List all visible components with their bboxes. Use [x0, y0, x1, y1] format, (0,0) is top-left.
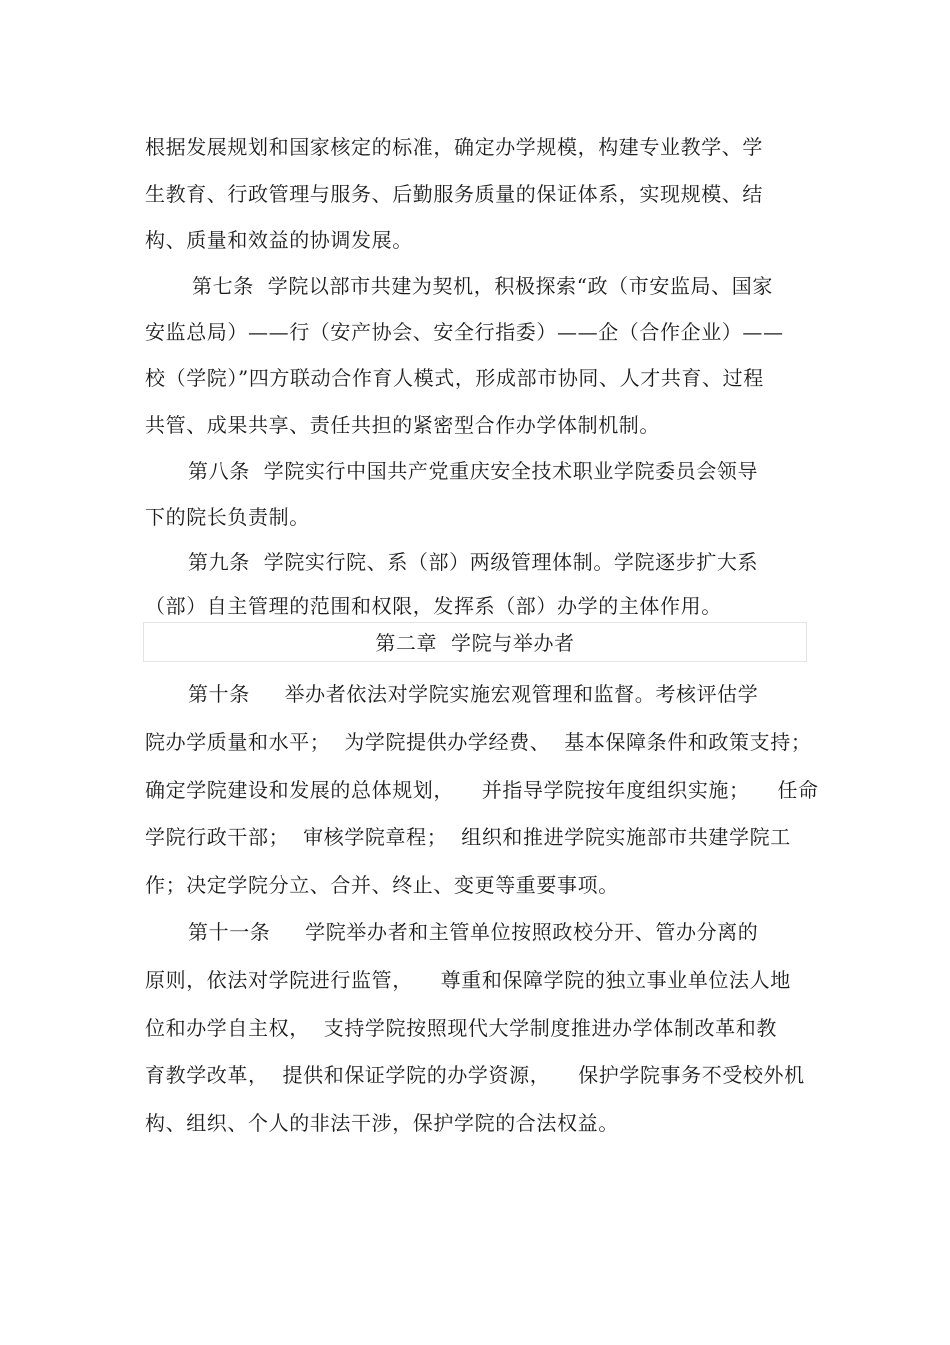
text-line: 院办学质量和水平； 为学院提供办学经费、 基本保障条件和政策支持； [145, 730, 812, 754]
text-line: 位和办学自主权， 支持学院按照现代大学制度推进办学体制改革和教 [145, 1016, 777, 1040]
text-line: 学院行政干部； 审核学院章程； 组织和推进学院实施部市共建学院工 [145, 825, 791, 849]
article-9-line: 第九条 学院实行院、系（部）两级管理体制。学院逐步扩大系 [188, 550, 759, 574]
article-10-line: 第十条 举办者依法对学院实施宏观管理和监督。考核评估学 [188, 682, 759, 706]
text-line: 校（学院）”四方联动合作育人模式，形成部市协同、人才共育、过程 [145, 366, 764, 390]
text-line: 原则，依法对学院进行监管， 尊重和保障学院的独立事业单位法人地 [145, 968, 791, 992]
text-line: 构、质量和效益的协调发展。 [145, 228, 413, 252]
text-line: 共管、成果共享、责任共担的紧密型合作办学体制机制。 [145, 413, 660, 437]
text-line: （部）自主管理的范围和权限，发挥系（部）办学的主体作用。 [145, 594, 722, 618]
chapter-heading-box [143, 622, 807, 662]
article-11-line: 第十一条 学院举办者和主管单位按照政校分开、管办分离的 [188, 920, 759, 944]
text-line: 根据发展规划和国家核定的标准，确定办学规模，构建专业教学、学 [145, 135, 763, 159]
article-7-line: 第七条 学院以部市共建为契机，积极探索“政（市安监局、国家 [192, 274, 773, 298]
article-8-line: 第八条 学院实行中国共产党重庆安全技术职业学院委员会领导 [188, 459, 759, 483]
text-line: 作；决定学院分立、合并、终止、变更等重要事项。 [145, 873, 619, 897]
text-line: 安监总局）——行（安产协会、安全行指委）——企（合作企业）—— [145, 320, 784, 344]
text-line: 育教学改革， 提供和保证学院的办学资源， 保护学院事务不受校外机 [145, 1063, 805, 1087]
text-line: 下的院长负责制。 [145, 505, 310, 529]
text-line: 生教育、行政管理与服务、后勤服务质量的保证体系，实现规模、结 [145, 182, 763, 206]
text-line: 构、组织、个人的非法干涉，保护学院的合法权益。 [145, 1111, 619, 1135]
text-line: 确定学院建设和发展的总体规划， 并指导学院按年度组织实施； 任命 [145, 778, 819, 802]
chapter-title: 第二章 学院与举办者 [375, 631, 575, 655]
